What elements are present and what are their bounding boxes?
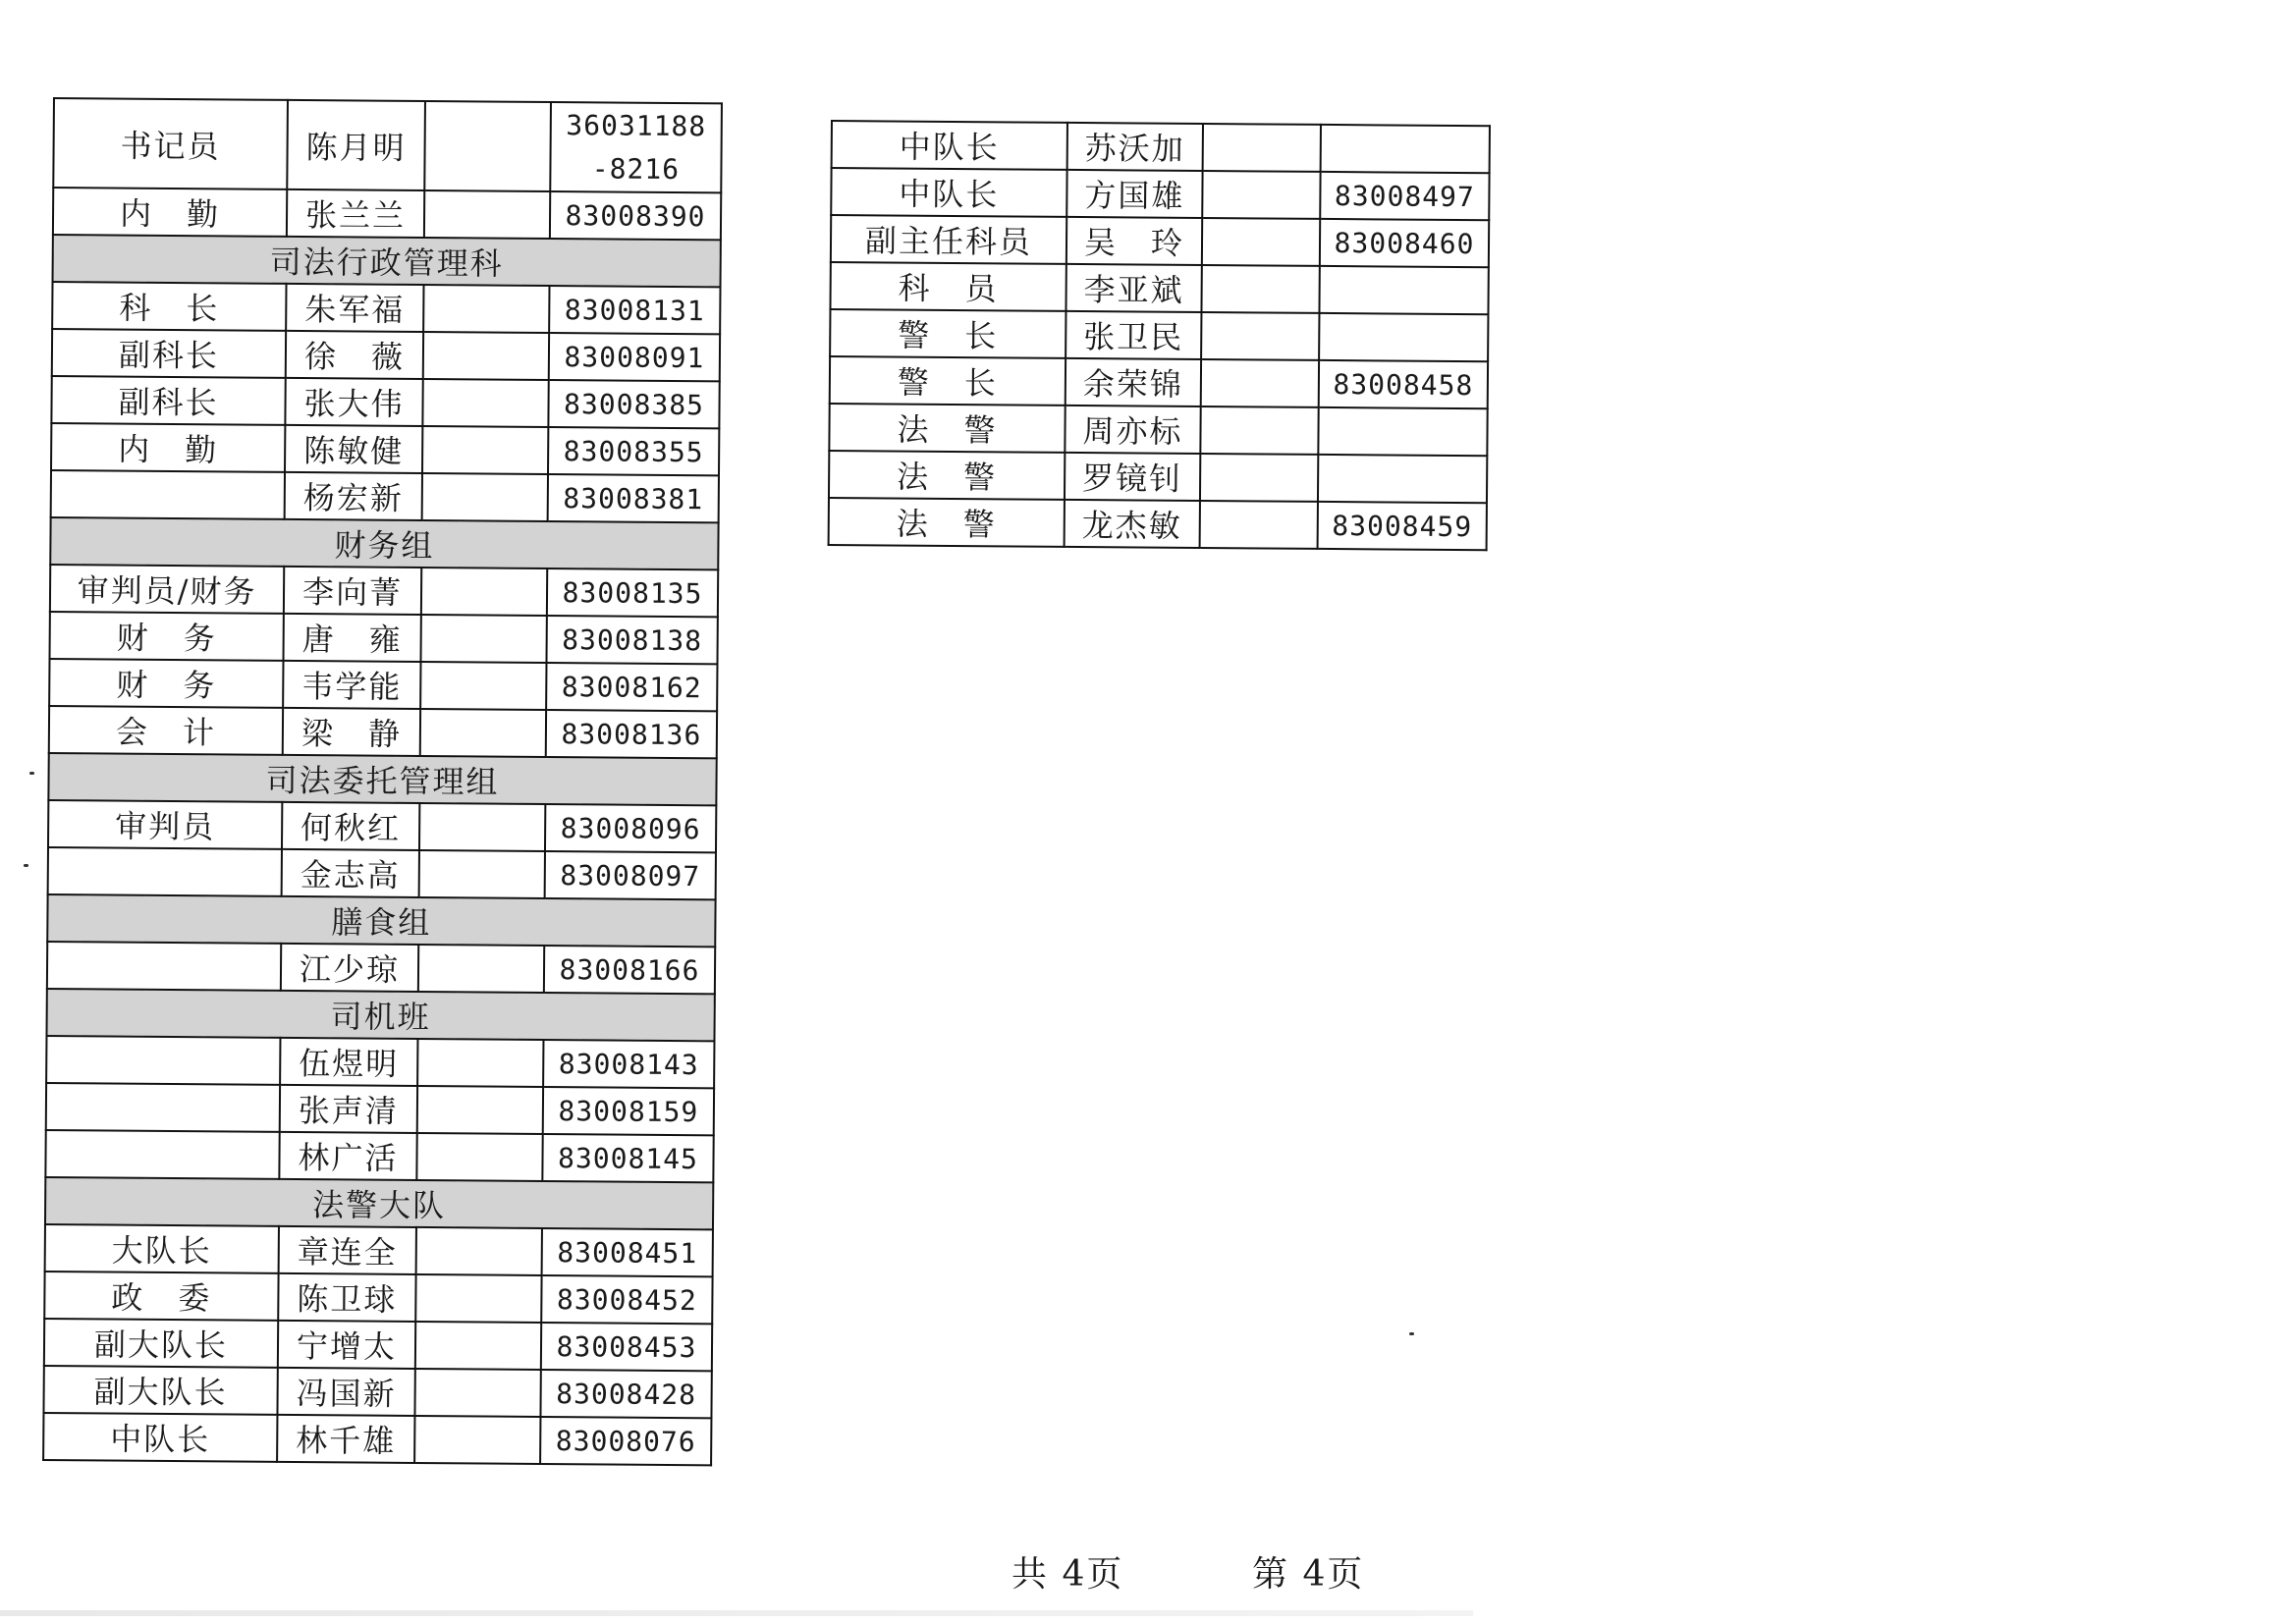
name-cell: 林千雄	[277, 1415, 414, 1463]
section-title: 财务组	[50, 517, 718, 569]
blank-cell	[417, 1039, 543, 1087]
phone-cell: 83008162	[546, 663, 717, 711]
role-cell: 财 务	[50, 612, 284, 661]
role-cell: 政 委	[44, 1271, 278, 1321]
role-cell: 审判员	[48, 800, 282, 849]
name-cell: 何秋红	[282, 802, 419, 850]
blank-cell	[420, 662, 546, 710]
name-cell: 章连全	[279, 1226, 416, 1274]
scan-speck	[24, 864, 28, 867]
blank-cell	[1200, 454, 1318, 502]
phone-cell: 83008453	[541, 1323, 712, 1371]
role-cell: 科 长	[52, 282, 286, 331]
phone-cell: 83008159	[543, 1087, 714, 1135]
blank-cell	[416, 1227, 542, 1275]
phone-cell	[1319, 266, 1488, 314]
phone-cell: 83008145	[542, 1134, 713, 1182]
blank-cell	[424, 190, 550, 239]
scan-speck	[1409, 1332, 1414, 1335]
name-cell: 张声清	[280, 1085, 417, 1133]
name-cell: 陈卫球	[278, 1273, 415, 1322]
section-header-row	[53, 235, 721, 287]
table-row	[43, 1366, 711, 1418]
role-cell: 科 员	[830, 262, 1066, 311]
table-row	[53, 98, 722, 192]
phone-cell	[1318, 407, 1487, 456]
name-cell: 林广活	[279, 1132, 416, 1180]
phone-cell: 83008355	[548, 427, 719, 475]
blank-cell	[422, 473, 548, 521]
table-row	[44, 1271, 712, 1324]
blank-cell	[422, 426, 548, 474]
phone-cell: 83008076	[540, 1417, 711, 1465]
blank-cell	[414, 1416, 540, 1464]
table-row	[49, 659, 717, 711]
section-title: 法警大队	[45, 1177, 713, 1229]
name-cell: 张大伟	[285, 378, 422, 426]
blank-cell	[1200, 501, 1318, 549]
blank-cell	[1201, 359, 1319, 407]
role-cell: 法 警	[829, 404, 1065, 453]
phone-cell: 83008497	[1320, 172, 1489, 220]
blank-cell	[1201, 265, 1319, 313]
table-row	[50, 612, 718, 664]
role-cell: 法 警	[829, 498, 1065, 547]
role-cell	[47, 942, 281, 991]
name-cell: 李向菁	[284, 567, 421, 615]
table-row	[48, 847, 716, 899]
table-row	[51, 423, 719, 475]
blank-cell	[419, 850, 545, 898]
table-row	[53, 188, 721, 240]
table-row	[829, 451, 1487, 503]
phone-cell	[1321, 125, 1490, 173]
blank-cell	[1200, 406, 1318, 455]
section-header-row	[47, 894, 715, 947]
phone-cell: 83008390	[550, 191, 721, 240]
role-cell	[45, 1130, 279, 1179]
phone-cell: 83008091	[549, 333, 720, 381]
blank-cell	[424, 101, 551, 191]
name-cell: 方国雄	[1066, 170, 1202, 218]
name-cell: 唐 雍	[284, 614, 421, 662]
name-cell: 罗镜钊	[1065, 453, 1200, 501]
name-cell: 苏沃加	[1067, 123, 1203, 171]
name-cell: 伍煜明	[280, 1038, 417, 1086]
table-row	[46, 1083, 714, 1135]
name-cell: 梁 静	[283, 708, 420, 756]
table-row	[830, 309, 1488, 361]
name-cell: 韦学能	[283, 661, 420, 709]
directory-table-right-body	[829, 121, 1490, 550]
table-row	[48, 800, 716, 852]
role-cell: 副大队长	[43, 1366, 277, 1415]
blank-cell	[422, 379, 548, 427]
section-title: 司法行政管理科	[53, 235, 721, 287]
table-row	[45, 1130, 713, 1182]
section-header-row	[46, 989, 714, 1041]
directory-table-left	[42, 97, 723, 1466]
phone-cell: 83008460	[1320, 219, 1489, 267]
phone-cell: 83008459	[1318, 502, 1487, 550]
table-row	[51, 376, 719, 428]
role-cell: 警 长	[830, 356, 1066, 406]
role-cell: 审判员/财务	[50, 565, 284, 614]
table-row	[50, 565, 718, 617]
role-cell: 内 勤	[53, 188, 287, 237]
name-cell: 陈敏健	[285, 425, 422, 473]
phone-cell: 83008452	[541, 1275, 712, 1324]
table-row	[46, 1036, 714, 1088]
table-row	[44, 1319, 712, 1371]
role-cell: 书记员	[53, 98, 288, 189]
blank-cell	[1201, 312, 1319, 360]
blank-cell	[423, 332, 549, 380]
blank-cell	[421, 568, 547, 616]
name-cell: 金志高	[282, 849, 419, 897]
phone-cell: 83008138	[546, 616, 717, 664]
name-cell: 冯国新	[277, 1368, 414, 1416]
name-cell: 朱军福	[286, 284, 423, 332]
name-cell: 余荣锦	[1066, 358, 1201, 406]
blank-cell	[416, 1133, 542, 1181]
blank-cell	[419, 803, 545, 851]
table-row	[830, 356, 1488, 408]
scan-speck	[29, 772, 34, 775]
name-cell: 陈月明	[287, 100, 425, 190]
blank-cell	[1203, 124, 1321, 172]
phone-cell: 83008451	[542, 1228, 713, 1276]
blank-cell	[420, 615, 546, 663]
phone-cell: 83008131	[549, 286, 720, 334]
role-cell: 副主任科员	[831, 215, 1066, 264]
table-row	[829, 498, 1487, 550]
role-cell: 副科长	[52, 329, 286, 378]
phone-cell: 83008136	[546, 710, 717, 758]
page-number-label: 第 4页	[1252, 1554, 1365, 1595]
phone-cell: 83008458	[1319, 360, 1488, 408]
name-cell: 张卫民	[1066, 311, 1201, 359]
role-cell: 内 勤	[51, 423, 285, 472]
phone-cell: 83008381	[548, 474, 719, 522]
blank-cell	[417, 1086, 543, 1134]
page-total-label: 共 4页	[1011, 1554, 1124, 1595]
phone-cell: 83008096	[545, 804, 716, 852]
role-cell: 警 长	[830, 309, 1066, 358]
blank-cell	[414, 1369, 540, 1417]
phone-cell: 36031188 -8216	[550, 102, 722, 192]
table-row	[831, 215, 1489, 267]
role-cell	[48, 847, 282, 896]
table-row	[52, 282, 720, 334]
name-cell: 吴 玲	[1066, 217, 1202, 265]
phone-cell: 83008135	[547, 568, 718, 617]
section-title: 膳食组	[47, 894, 715, 947]
section-title: 司法委托管理组	[48, 753, 716, 805]
role-cell: 法 警	[829, 451, 1065, 500]
section-header-row	[48, 753, 716, 805]
name-cell: 周亦标	[1065, 406, 1200, 454]
section-header-row	[45, 1177, 713, 1229]
phone-cell	[1319, 313, 1488, 361]
role-cell: 副大队长	[44, 1319, 278, 1368]
role-cell: 大队长	[45, 1224, 279, 1273]
phone-cell: 83008143	[543, 1040, 714, 1088]
table-row	[43, 1413, 711, 1465]
role-cell: 副科长	[51, 376, 285, 425]
phone-cell: 83008428	[540, 1370, 711, 1418]
name-cell: 杨宏新	[285, 472, 422, 520]
role-cell: 财 务	[49, 659, 283, 708]
blank-cell	[415, 1322, 541, 1370]
role-cell: 中队长	[43, 1413, 277, 1462]
name-cell: 江少琼	[281, 944, 418, 992]
role-cell: 中队长	[831, 168, 1066, 217]
section-title: 司机班	[46, 989, 714, 1041]
table-row	[49, 706, 717, 758]
phone-cell: 83008097	[545, 851, 716, 899]
blank-cell	[420, 709, 546, 757]
blank-cell	[1202, 171, 1320, 219]
blank-cell	[415, 1274, 541, 1323]
blank-cell	[423, 285, 549, 333]
name-cell: 李亚斌	[1066, 264, 1201, 312]
directory-table-right	[828, 120, 1491, 551]
table-row	[52, 329, 720, 381]
phone-cell: 83008166	[544, 946, 715, 994]
table-row	[45, 1224, 713, 1276]
name-cell: 龙杰敏	[1065, 500, 1200, 548]
name-cell: 张兰兰	[287, 189, 424, 238]
role-cell	[51, 470, 285, 519]
blank-cell	[1202, 218, 1320, 266]
table-row	[830, 262, 1488, 314]
scan-edge-shadow	[0, 1610, 1473, 1616]
role-cell	[46, 1036, 280, 1085]
name-cell: 徐 薇	[286, 331, 423, 379]
phone-cell: 83008385	[548, 380, 719, 428]
table-row	[829, 404, 1487, 456]
role-cell	[46, 1083, 280, 1132]
phone-cell	[1318, 455, 1487, 503]
directory-table-left-body	[43, 98, 722, 1465]
table-row	[47, 942, 715, 994]
section-header-row	[50, 517, 718, 569]
table-row	[831, 168, 1489, 220]
name-cell: 宁增太	[278, 1321, 415, 1369]
blank-cell	[418, 945, 544, 993]
role-cell: 会 计	[49, 706, 283, 755]
table-row	[832, 121, 1490, 173]
role-cell: 中队长	[832, 121, 1067, 170]
table-row	[51, 470, 719, 522]
